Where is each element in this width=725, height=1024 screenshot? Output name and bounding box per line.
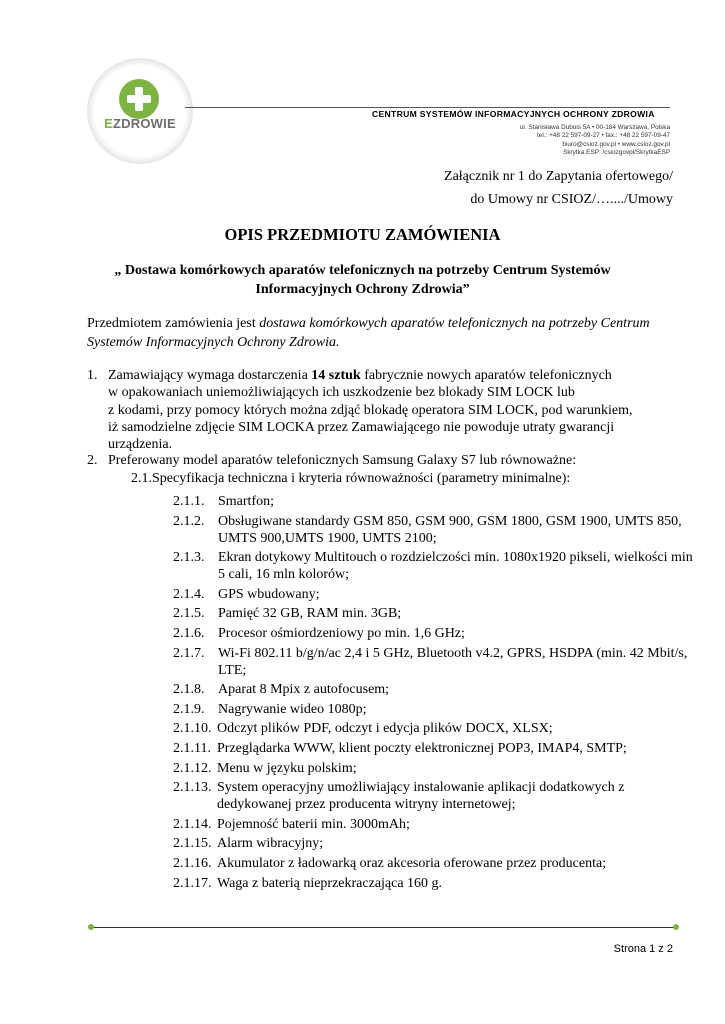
spec-number: 2.1.16. [173, 855, 212, 871]
spec-text: Odczyt plików PDF, odczyt i edycja plików DOCX, XLSX; [217, 721, 553, 737]
address-line: ul. Stanisława Dubois 5A • 00-184 Warszawa, Polska [519, 124, 670, 131]
item-1-text-line: w opakowaniach uniemożliwiających ich uszkodzenie bez blokady SIM LOCK lub [108, 385, 575, 401]
spec-item [173, 740, 693, 757]
spec-item [173, 701, 693, 718]
item-1-number: 1. [87, 368, 98, 383]
logo-plus-icon [118, 78, 160, 120]
organization-address [520, 124, 670, 157]
spec-item [173, 549, 693, 583]
email-web-line: biuro@csioz.gov.pl • www.csioz.gov.pl [562, 140, 670, 148]
spec-number: 2.1.10. [173, 721, 212, 737]
spec-item [173, 681, 693, 698]
organization-name: CENTRUM SYSTEMÓW INFORMACYJNYCH OCHRONY ZDROWIA [372, 109, 655, 119]
spec-number: 2.1.14. [173, 816, 212, 832]
spec-text: Obsługiwane standardy GSM 850, GSM 900, GSM 1800, GSM 1900, UMTS 850, UMTS 900,UMTS 1900, UMTS 2100; [218, 513, 682, 546]
spec-number: 2.1.2. [173, 513, 205, 529]
spec-item [173, 875, 693, 892]
header-rule [185, 107, 670, 108]
contact-line: tel.: +48 22 597-09-27 • fax.: +48 22 597-09-47 [537, 132, 670, 140]
spec-heading: 2.1.Specyfikacja techniczna i kryteria równoważności (parametry minimalne): [131, 471, 571, 486]
spec-text: Alarm wibracyjny; [217, 836, 324, 852]
annex-reference [444, 165, 673, 211]
spec-text: Przeglądarka WWW, klient poczty elektronicznej POP3, IMAP4, SMTP; [217, 740, 627, 756]
footer-dot-right [673, 924, 679, 930]
subject-line-2: Informacyjnych Ochrony Zdrowia” [255, 282, 470, 297]
spec-item [173, 513, 693, 547]
spec-item [173, 493, 693, 510]
spec-number: 2.1.7. [173, 645, 205, 661]
footer-rule [91, 927, 676, 928]
spec-text: Smartfon; [218, 494, 274, 509]
spec-number: 2.1.6. [173, 625, 205, 641]
spec-item [173, 779, 693, 813]
spec-item [173, 586, 693, 603]
spec-list [173, 493, 693, 894]
spec-item [173, 816, 693, 833]
spec-number: 2.1.5. [173, 606, 205, 622]
footer-dot-left [88, 924, 94, 930]
intro-prefix: Przedmiotem zamówienia jest [87, 316, 260, 331]
spec-text: Nagrywanie wideo 1080p; [218, 701, 367, 717]
spec-text: System operacyjny umożliwiający instalowanie aplikacji dodatkowych z dedykowanej przez producenta witryny internetowej; [217, 780, 625, 813]
spec-item [173, 645, 693, 679]
spec-item [173, 760, 693, 777]
spec-number: 2.1.15. [173, 836, 212, 852]
spec-text: Waga z baterią nieprzekraczająca 160 g. [217, 875, 443, 891]
intro-paragraph [87, 314, 687, 352]
spec-item [173, 605, 693, 622]
page-number: Strona 1 z 2 [613, 943, 673, 955]
item-1-text-line: iż samodzielne zdjęcie SIM LOCKA przez Zamawiającego nie powoduje utraty gwarancji [108, 419, 615, 435]
spec-number: 2.1.17. [173, 875, 212, 891]
spec-number: 2.1.12. [173, 760, 212, 776]
spec-number: 2.1.13. [173, 780, 212, 796]
esp-box-line: Skrytka ESP: /csiozgovpl/SkrytkaESP [563, 148, 670, 156]
spec-text: Wi-Fi 802.11 b/g/n/ac 2,4 i 5 GHz, Bluetooth v4.2, GPRS, HSDPA (min. 42 Mbit/s, LTE; [218, 645, 688, 678]
spec-text: Menu w języku polskim; [217, 760, 357, 776]
quantity-bold: 14 sztuk [311, 368, 361, 383]
item-2-text: Preferowany model aparatów telefonicznych Samsung Galaxy S7 lub równoważne: [108, 453, 577, 468]
spec-item [173, 720, 693, 737]
order-subject [80, 261, 645, 299]
spec-item [173, 835, 693, 852]
spec-text: Akumulator z ładowarką oraz akcesoria oferowane przez producenta; [217, 855, 607, 871]
spec-text: Pojemność baterii min. 3000mAh; [217, 816, 410, 832]
annex-line-2: do Umowy nr CSIOZ/…..../Umowy [470, 192, 673, 207]
item-1-text-line: z kodami, przy pomocy których można zdjąć blokadę operatora SIM LOCK, pod warunkiem, [108, 402, 633, 418]
spec-text: GPS wbudowany; [218, 586, 320, 602]
spec-text: Aparat 8 Mpix z autofocusem; [218, 682, 390, 698]
item-2-number: 2. [87, 453, 98, 468]
annex-line-1: Załącznik nr 1 do Zapytania ofertowego/ [444, 169, 673, 184]
item-1-line: Zamawiający wymaga dostarczenia 14 sztuk fabrycznie nowych aparatów telefonicznych [108, 368, 612, 383]
spec-number: 2.1.4. [173, 586, 205, 602]
logo-wordmark: EZDROWIE [104, 116, 176, 131]
spec-number: 2.1.11. [173, 740, 211, 756]
document-title: OPIS PRZEDMIOTU ZAMÓWIENIA [224, 225, 501, 244]
spec-number: 2.1.1. [173, 494, 205, 509]
spec-item [173, 855, 693, 872]
spec-number: 2.1.8. [173, 682, 205, 698]
intro-italic: dostawa komórkowych aparatów telefonicznych na potrzeby Centrum Systemów Informacyjnych Ochrony Zdrowia. [87, 316, 650, 350]
spec-item [173, 625, 693, 642]
item-1-text-line: urządzenia. [108, 437, 173, 453]
spec-number: 2.1.3. [173, 550, 205, 566]
spec-text: Ekran dotykowy Multitouch o rozdzielczości min. 1080x1920 pikseli, wielkości min 5 cali, 16 mln kolorów; [218, 550, 693, 583]
spec-text: Pamięć 32 GB, RAM min. 3GB; [218, 606, 402, 622]
subject-line-1: „ Dostawa komórkowych aparatów telefonicznych na potrzeby Centrum Systemów [114, 263, 611, 278]
spec-number: 2.1.9. [173, 701, 205, 717]
spec-text: Procesor ośmiordzeniowy po min. 1,6 GHz; [218, 625, 465, 641]
